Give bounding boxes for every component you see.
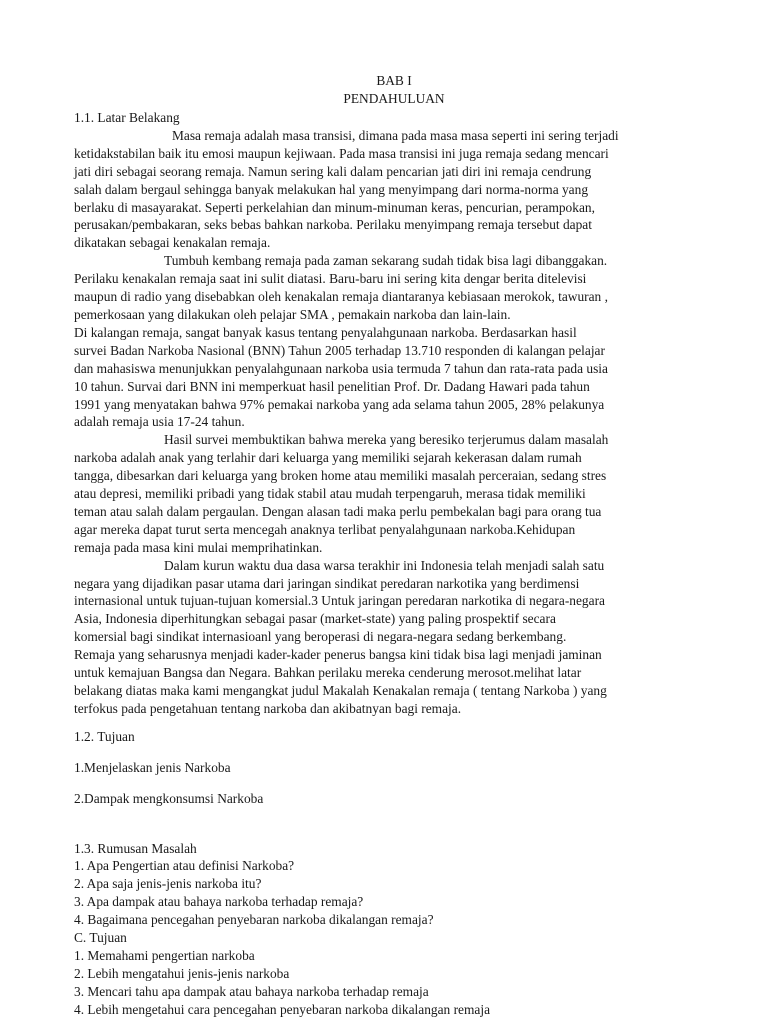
paragraph-2 (74, 252, 704, 431)
list-item: 1. Apa Pengertian atau definisi Narkoba? (74, 858, 295, 874)
list-item: 1. Memahami pengertian narkoba (74, 947, 255, 963)
paragraph-line: berlaku di masayarakat. Seperti perkelahian dan minum-minuman keras, pencurian, perampokan, (74, 199, 595, 215)
list-item: 2. Apa saja jenis-jenis narkoba itu? (74, 876, 262, 892)
paragraph-line: negara yang dijadikan pasar utama dari jaringan sindikat peredaran narkotika yang berdimensi (74, 575, 580, 591)
paragraph-line: komersial bagi sindikat internasioanl yang beroperasi di negara-negara sedang berkembang. (74, 629, 567, 645)
paragraph-line: Di kalangan remaja, sangat banyak kasus tentang penyalahgunaan narkoba. Berdasarkan hasil (74, 324, 577, 340)
paragraph-1 (74, 127, 704, 252)
section-heading-c-tujuan: C. Tujuan (74, 930, 127, 946)
paragraph-line: untuk kemajuan Bangsa dan Negara. Bahkan perilaku mereka cenderung merosot.melihat latar (74, 665, 582, 681)
paragraph-line: perusakan/pembakaran, seks bebas bahkan narkoba. Perilaku menyimpang remaja tersebut dapat (74, 217, 592, 233)
paragraph-line: internasional untuk tujuan-tujuan komersial.3 Untuk jaringan peredaran narkotika di negara-negara (74, 593, 605, 609)
paragraph-line: Tumbuh kembang remaja pada zaman sekarang sudah tidak bisa lagi dibanggakan. (164, 253, 608, 269)
paragraph-3 (74, 431, 704, 556)
paragraph-line: ketidakstabilan baik itu emosi maupun kejiwaan. Pada masa transisi ini juga remaja sedang mencari (74, 145, 609, 161)
chapter-title: PENDAHULUAN (343, 91, 445, 106)
list-item: 2.Dampak mengkonsumsi Narkoba (74, 790, 264, 806)
list-item: 1.Menjelaskan jenis Narkoba (74, 759, 231, 775)
paragraph-line: pemerkosaan yang dilakukan oleh pelajar SMA , pemakain narkoba dan lain-lain. (74, 306, 511, 322)
paragraph-line: Remaja yang seharusnya menjadi kader-kader penerus bangsa kini tidak bisa lagi menjadi jaminan (74, 647, 602, 663)
paragraph-line: terfokus pada pengetahuan tentang narkoba dan akibatnyan bagi remaja. (74, 700, 462, 716)
chapter-number: BAB I (376, 73, 412, 88)
paragraph-line: agar mereka dapat turut serta mencegah anaknya terlibat penyalahgunaan narkoba.Kehidupan (74, 521, 576, 537)
paragraph-line: jati diri sebagai seorang remaja. Namun sering kali dalam pencarian jati diri ini remaja cendrung (74, 163, 592, 179)
paragraph-line: Dalam kurun waktu dua dasa warsa terakhir ini Indonesia telah menjadi salah satu (164, 557, 605, 573)
paragraph-line: belakang diatas maka kami mengangkat judul Makalah Kenakalan remaja ( tentang Narkoba ) yang (74, 683, 607, 698)
section-heading-tujuan: 1.2. Tujuan (74, 728, 135, 744)
paragraph-line: remaja pada masa kini mulai memprihatinkan. (74, 539, 323, 555)
paragraph-line: 10 tahun. Survai dari BNN ini memperkuat hasil penelitian Prof. Dr. Dadang Hawari pada tahun (74, 378, 590, 394)
paragraph-line: teman atau salah dalam pergaulan. Dengan alasan tadi maka perlu pembekalan bagi para orang tua (74, 503, 602, 519)
paragraph-line: adalah remaja usia 17-24 tahun. (74, 414, 245, 430)
paragraph-line: Hasil survei membuktikan bahwa mereka yang beresiko terjerumus dalam masalah (164, 432, 609, 448)
paragraph-line: Asia, Indonesia diperhitungkan sebagai pasar (market-state) yang paling prospektif secara (74, 611, 556, 627)
paragraph-line: narkoba adalah anak yang terlahir dari keluarga yang memiliki sejarah kekerasan dalam rumah (74, 450, 582, 466)
list-item: 4. Lebih mengetahui cara pencegahan penyebaran narkoba dikalangan remaja (74, 1001, 491, 1017)
paragraph-line: salah dalam bergaul sehingga banyak melakukan hal yang menyimpang dari norma-norma yang (74, 181, 589, 197)
paragraph-line: survei Badan Narkoba Nasional (BNN) Tahun 2005 terhadap 13.710 responden di kalangan pelajar (74, 342, 605, 358)
list-item: 4. Bagaimana pencegahan penyebaran narkoba dikalangan remaja? (74, 912, 434, 928)
list-item: 2. Lebih mengatahui jenis-jenis narkoba (74, 965, 290, 981)
list-item: 3. Mencari tahu apa dampak atau bahaya narkoba terhadap remaja (74, 983, 429, 999)
paragraph-line: Perilaku kenakalan remaja saat ini sulit diatasi. Baru-baru ini sering kita dengar berita ditelevisi (74, 271, 587, 287)
paragraph-line: maupun di radio yang disebabkan oleh kenakalan remaja diantaranya kebiasaan merokok, tawuran , (74, 289, 608, 305)
document-page (74, 72, 704, 1019)
section-heading-latar-belakang: 1.1. Latar Belakang (74, 110, 180, 125)
paragraph-line: atau depresi, memiliki pribadi yang tidak stabil atau mudah terpengaruh, merasa tidak memiliki (74, 486, 586, 502)
paragraph-line: Masa remaja adalah masa transisi, dimana pada masa masa seperti ini sering terjadi (172, 127, 619, 143)
paragraph-line: dan mahasiswa menunjukkan penyalahgunaan narkoba usia termuda 7 tahun dan rata-rata pada usia (74, 360, 608, 376)
list-item: 3. Apa dampak atau bahaya narkoba terhadap remaja? (74, 894, 364, 910)
paragraph-4 (74, 557, 704, 718)
paragraph-line: dikatakan sebagai kenakalan remaja. (74, 235, 271, 251)
paragraph-line: 1991 yang menyatakan bahwa 97% pemakai narkoba yang ada selama tahun 2005, 28% pelakunya (74, 396, 605, 412)
paragraph-line: tangga, dibesarkan dari keluarga yang broken home atau memiliki masalah perceraian, sedang stres (74, 468, 607, 484)
section-heading-rumusan-masalah: 1.3. Rumusan Masalah (74, 840, 197, 856)
